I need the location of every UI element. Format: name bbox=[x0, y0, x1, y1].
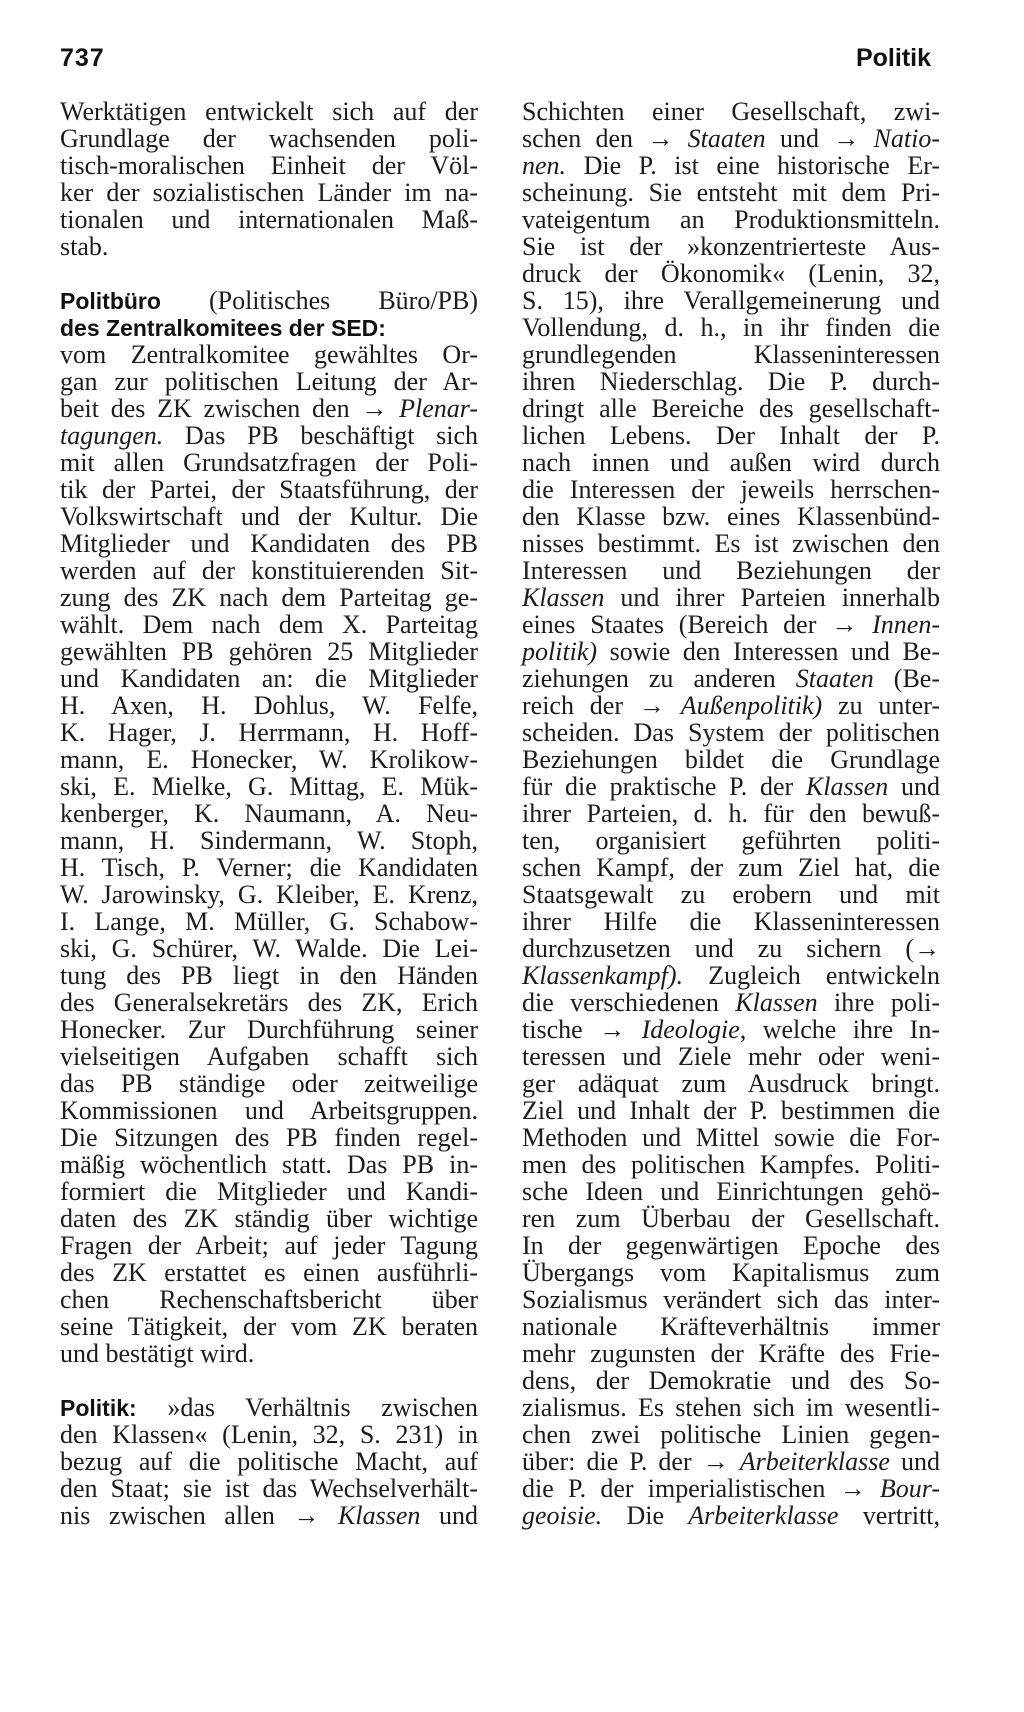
entry-headline-2 bbox=[60, 314, 478, 341]
text-line: bezug auf die politische Macht, auf bbox=[60, 1447, 478, 1476]
right-column bbox=[522, 98, 940, 1529]
text-line: tung des PB liegt in den Händen bbox=[60, 961, 478, 990]
text-line: nach innen und außen wird durch bbox=[522, 448, 940, 477]
text-line: ihrer Parteien, d. h. für den bewuß- bbox=[522, 799, 940, 828]
text-line: mit allen Grundsatzfragen der Poli- bbox=[60, 448, 478, 477]
text-line: nationale Kräfteverhältnis immer bbox=[522, 1312, 940, 1341]
text-line: für die praktische P. der Klassen und bbox=[522, 772, 941, 801]
page-number: 737 bbox=[60, 44, 105, 72]
text-line: zung des ZK nach dem Parteitag ge- bbox=[60, 583, 478, 612]
text-line: beit des ZK zwischen den → Plenar- bbox=[60, 394, 478, 423]
text-line: Übergangs vom Kapitalismus zum bbox=[522, 1258, 940, 1287]
entry-body bbox=[60, 1421, 478, 1529]
text-line: Werktätigen entwickelt sich auf der bbox=[60, 97, 478, 126]
text-line: Fragen der Arbeit; auf jeder Tagung bbox=[60, 1231, 478, 1260]
text-line: Klassen und ihrer Parteien innerhalb bbox=[522, 583, 940, 612]
text-line: wählt. Dem nach dem X. Parteitag bbox=[60, 610, 478, 639]
text-line: chen zwei politische Linien gegen- bbox=[522, 1420, 940, 1449]
text-line: den Klasse bzw. eines Klassenbünd- bbox=[522, 502, 940, 531]
entry-headline bbox=[60, 1394, 478, 1421]
text-line: reich der → Außenpolitik) zu unter- bbox=[522, 691, 940, 720]
continuation-paragraph bbox=[60, 98, 478, 260]
text-line: vateigentum an Produktionsmitteln. bbox=[522, 205, 940, 234]
text-line: werden auf der konstituierenden Sit- bbox=[60, 556, 478, 585]
text-line: teressen und Ziele mehr oder weni- bbox=[522, 1042, 940, 1071]
text-line: ren zum Überbau der Gesellschaft. bbox=[522, 1204, 940, 1233]
entry-headword-gloss: (Politisches Büro/PB) bbox=[160, 286, 478, 315]
text-line: In der gegenwärtigen Epoche des bbox=[522, 1231, 940, 1260]
text-line: ker der sozialistischen Länder im na- bbox=[60, 178, 478, 207]
text-line: ski, E. Mielke, G. Mittag, E. Mük- bbox=[60, 772, 478, 801]
text-line: Mitglieder und Kandidaten des PB bbox=[60, 529, 478, 558]
text-line: und bestätigt wird. bbox=[60, 1339, 255, 1368]
text-line: schen Kampf, der zum Ziel hat, die bbox=[522, 853, 940, 882]
text-line: Ziel und Inhalt der P. bestimmen die bbox=[522, 1096, 940, 1125]
text-line: Sozialismus verändert sich das inter- bbox=[522, 1285, 940, 1314]
text-line: K. Hager, J. Herrmann, H. Hoff- bbox=[60, 718, 478, 747]
entry-first-line: »das Verhältnis zwischen bbox=[136, 1393, 478, 1422]
text-line: stab. bbox=[60, 232, 109, 261]
text-line: I. Lange, M. Müller, G. Schabow- bbox=[60, 907, 478, 936]
text-line: über: die P. der → Arbeiterklasse und bbox=[522, 1447, 940, 1476]
text-line: nisses bestimmt. Es ist zwischen den bbox=[522, 529, 940, 558]
text-line: tagungen. Das PB beschäftigt sich bbox=[60, 421, 478, 450]
text-line: lichen Lebens. Der Inhalt der P. bbox=[522, 421, 940, 450]
text-line: Beziehungen bildet die Grundlage bbox=[522, 745, 940, 774]
entry-politik bbox=[60, 1394, 478, 1529]
entry-body-continued bbox=[522, 98, 940, 1529]
entry-body bbox=[60, 341, 478, 1367]
running-title: Politik bbox=[855, 44, 931, 72]
text-line: druck der Ökonomik« (Lenin, 32, bbox=[522, 259, 940, 288]
text-line: Staatsgewalt zu erobern und mit bbox=[522, 880, 940, 909]
text-line: tische → Ideologie, welche ihre In- bbox=[522, 1015, 941, 1044]
text-line: dringt alle Bereiche des gesellschaft- bbox=[522, 394, 940, 423]
text-line: den Klassen« (Lenin, 32, S. 231) in bbox=[60, 1420, 478, 1449]
text-line: S. 15), ihre Verallgemeinerung und bbox=[522, 286, 940, 315]
text-line: men des politischen Kampfes. Politi- bbox=[522, 1150, 940, 1179]
text-line: scheiden. Das System der politischen bbox=[522, 718, 940, 747]
text-line: dens, der Demokratie und des So- bbox=[522, 1366, 940, 1395]
text-line: seine Tätigkeit, der vom ZK beraten bbox=[60, 1312, 478, 1341]
text-line: ski, G. Schürer, W. Walde. Die Lei- bbox=[60, 934, 478, 963]
text-line: zialismus. Es stehen sich im wesentli- bbox=[522, 1393, 940, 1422]
text-line: chen Rechenschaftsbericht über bbox=[60, 1285, 478, 1314]
text-line: sche Ideen und Einrichtungen gehö- bbox=[522, 1177, 940, 1206]
text-line: scheinung. Sie entsteht mit dem Pri- bbox=[522, 178, 940, 207]
text-line: Volkswirtschaft und der Kultur. Die bbox=[60, 502, 478, 531]
text-line: das PB ständige oder zeitweilige bbox=[60, 1069, 478, 1098]
text-line: die Interessen der jeweils herrschen- bbox=[522, 475, 940, 504]
text-line: kenberger, K. Naumann, A. Neu- bbox=[60, 799, 478, 828]
text-line: ziehungen zu anderen Staaten (Be- bbox=[522, 664, 940, 693]
text-line: W. Jarowinsky, G. Kleiber, E. Krenz, bbox=[60, 880, 478, 909]
text-line: Grundlage der wachsenden poli- bbox=[60, 124, 478, 153]
text-line: H. Tisch, P. Verner; die Kandidaten bbox=[60, 853, 478, 882]
text-line: durchzusetzen und zu sichern (→ bbox=[522, 934, 940, 963]
text-line: mäßig wöchentlich statt. Das PB in- bbox=[60, 1150, 478, 1179]
text-line: tik der Partei, der Staatsführung, der bbox=[60, 475, 478, 504]
text-line: eines Staates (Bereich der → Innen- bbox=[522, 610, 940, 639]
text-line: Sie ist der »konzentrierteste Aus- bbox=[522, 232, 940, 261]
text-line: des ZK erstattet es einen ausführli- bbox=[60, 1258, 478, 1287]
entry-politbuero bbox=[60, 287, 478, 1367]
text-line: tionalen und internationalen Maß- bbox=[60, 205, 478, 234]
left-column bbox=[60, 98, 478, 1529]
entry-headword-2: des Zentralkomitees der SED: bbox=[60, 315, 386, 341]
entry-headword: Politik: bbox=[60, 1395, 137, 1421]
text-line: politik) sowie den Interessen und Be- bbox=[522, 637, 940, 666]
text-line: Kommissionen und Arbeitsgruppen. bbox=[60, 1096, 478, 1125]
text-line: mehr zugunsten der Kräfte des Frie- bbox=[522, 1339, 940, 1368]
text-line: des Generalsekretärs des ZK, Erich bbox=[60, 988, 478, 1017]
text-line: nen. Die P. ist eine historische Er- bbox=[522, 151, 940, 180]
text-line: Die Sitzungen des PB finden regel- bbox=[60, 1123, 478, 1152]
text-line: vom Zentralkomitee gewähltes Or- bbox=[60, 340, 478, 369]
text-line: und Kandidaten an: die Mitglieder bbox=[60, 664, 478, 693]
text-line: Interessen und Beziehungen der bbox=[522, 556, 940, 585]
text-line: gan zur politischen Leitung der Ar- bbox=[60, 367, 478, 396]
text-line: die P. der imperialistischen → Bour- bbox=[522, 1474, 940, 1503]
text-line: nis zwischen allen → Klassen und bbox=[60, 1501, 478, 1530]
text-line: Honecker. Zur Durchführung seiner bbox=[60, 1015, 478, 1044]
text-line: tisch-moralischen Einheit der Völ- bbox=[60, 151, 478, 180]
text-line: ger adäquat zum Ausdruck bringt. bbox=[522, 1069, 940, 1098]
entry-headword: Politbüro bbox=[60, 288, 161, 314]
text-line: geoisie. Die Arbeiterklasse vertritt, bbox=[522, 1501, 940, 1530]
text-line: Methoden und Mittel sowie die For- bbox=[522, 1123, 940, 1152]
text-line: ihrer Hilfe die Klasseninteressen bbox=[522, 907, 940, 936]
text-line: schen den → Staaten und → Natio- bbox=[522, 124, 940, 153]
text-line: Klassenkampf). Zugleich entwickeln bbox=[522, 961, 940, 990]
text-line: mann, E. Honecker, W. Krolikow- bbox=[60, 745, 478, 774]
text-line: grundlegenden Klasseninteressen bbox=[522, 340, 940, 369]
text-line: den Staat; sie ist das Wechselverhält- bbox=[60, 1474, 478, 1503]
text-line: ihren Niederschlag. Die P. durch- bbox=[522, 367, 940, 396]
text-line: mann, H. Sindermann, W. Stoph, bbox=[60, 826, 478, 855]
text-line: Vollendung, d. h., in ihr finden die bbox=[522, 313, 940, 342]
text-line: gewählten PB gehören 25 Mitglieder bbox=[60, 637, 478, 666]
text-line: daten des ZK ständig über wichtige bbox=[60, 1204, 478, 1233]
text-line: H. Axen, H. Dohlus, W. Felfe, bbox=[60, 691, 478, 720]
text-line: Schichten einer Gesellschaft, zwi- bbox=[522, 97, 940, 126]
text-line: die verschiedenen Klassen ihre poli- bbox=[522, 988, 940, 1017]
entry-headline bbox=[60, 287, 478, 314]
text-line: formiert die Mitglieder und Kandi- bbox=[60, 1177, 478, 1206]
text-line: vielseitigen Aufgaben schafft sich bbox=[60, 1042, 478, 1071]
text-line: ten, organisiert geführten politi- bbox=[522, 826, 940, 855]
